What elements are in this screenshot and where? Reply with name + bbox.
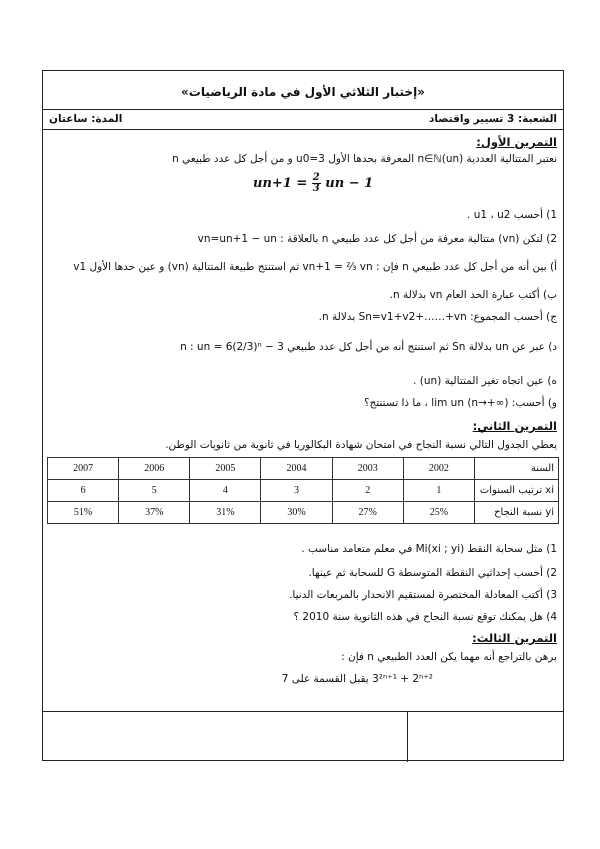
ex1-recurrence-formula: [253, 173, 373, 194]
ex1-qc: ج) أحسب المجموع: Sn=v1+v2+……+vn بدلالة n.: [318, 311, 557, 323]
exam-page: [42, 70, 564, 761]
row-label: السنة: [475, 458, 559, 480]
table-cell: 2005: [190, 458, 261, 480]
ex3-line1: برهن بالتراجع أنه مهما يكن العدد الطبيعي n فإن :: [341, 651, 557, 663]
table-row: [48, 502, 559, 524]
ex1-intro: نعتبر المتتالية العددية (un)n∈ℕ المعرفة بحدها الأول u0=3 و من أجل كل عدد طبيعي n: [172, 153, 557, 165]
footer-divider: [407, 712, 408, 762]
table-cell: 5: [119, 480, 190, 502]
ex1-qe: ه) عين اتجاه تغير المتتالية (un) .: [413, 375, 557, 387]
ex1-heading: التمرين الأول:: [476, 135, 557, 149]
table-cell: 2006: [119, 458, 190, 480]
table-cell: 30%: [261, 502, 332, 524]
table-row: [48, 458, 559, 480]
table-cell: 27%: [332, 502, 403, 524]
table-cell: 2004: [261, 458, 332, 480]
ex2-intro: يعطي الجدول التالي نسبة النجاح في امتحان شهادة البكالوريا في ثانوية من ثانويات الوطن.: [165, 439, 557, 451]
table-cell: 2: [332, 480, 403, 502]
exam-title: «إختبار الثلاثي الأول في مادة الرياضيات»: [181, 85, 425, 99]
table-cell: 51%: [48, 502, 119, 524]
table-cell: 2002: [403, 458, 474, 480]
ex1-q1: 1) أحسب u1 ، u2 .: [467, 209, 557, 221]
title-divider: [43, 109, 563, 110]
table-cell: 37%: [119, 502, 190, 524]
fraction-denominator: 3: [312, 183, 320, 194]
table-cell: 25%: [403, 502, 474, 524]
ex2-q4: 4) هل يمكنك توقع نسبة النجاح في هذه الثانوية سنة 2010 ؟: [293, 611, 557, 623]
row-label: نسبة النجاح yi: [475, 502, 559, 524]
ex3-heading: التمرين الثالث:: [472, 631, 557, 645]
formula-lhs: un+1 =: [253, 176, 308, 191]
table-cell: 4: [190, 480, 261, 502]
ex2-q2: 2) أحسب إحداثيي النقطة المتوسطة G للسحابة ثم عينها.: [308, 567, 557, 579]
success-rate-table: [47, 457, 559, 524]
table-row: [48, 480, 559, 502]
table-cell: 6: [48, 480, 119, 502]
branch-label: الشعبة: 3 تسيير واقتصاد: [429, 113, 557, 125]
formula-fraction: [312, 173, 321, 194]
ex1-qb: ب) أكتب عبارة الحد العام vn بدلالة n.: [389, 289, 557, 301]
ex1-qd: د) عبر عن un بدلالة Sn ثم استنتج أنه من أجل كل عدد طبيعي n : un = 6(2/3)ⁿ − 3: [180, 341, 557, 353]
table-cell: 1: [403, 480, 474, 502]
table-cell: 3: [261, 480, 332, 502]
ex1-q2: 2) لتكن (vn) متتالية معرفة من أجل كل عدد طبيعي n بالعلاقة : vn=un+1 − un: [197, 233, 557, 245]
table-cell: 2003: [332, 458, 403, 480]
duration-label: المدة: ساعتان: [49, 113, 123, 125]
table-cell: 2007: [48, 458, 119, 480]
fraction-numerator: 2: [312, 172, 320, 183]
ex1-qa: أ) بين أنه من أجل كل عدد طبيعي n فإن : vn+1 = ⅔ vn ثم استنتج طبيعة المتتالية (vn) و عين حدها الأول v1: [73, 261, 557, 273]
header-divider: [43, 129, 563, 130]
ex2-heading: التمرين الثاني:: [472, 419, 557, 433]
formula-rhs: un − 1: [325, 176, 374, 191]
ex2-q1: 1) مثل سحابة النقط Mi(xi ; yi) في معلم متعامد مناسب .: [301, 543, 557, 555]
ex1-qf: و) أحسب: lim un (n→+∞) ، ما ذا تستنتج؟: [363, 397, 557, 409]
row-label: ترتيب السنوات xi: [475, 480, 559, 502]
table-cell: 31%: [190, 502, 261, 524]
footer-box: [43, 711, 563, 762]
ex2-q3: 3) أكتب المعادلة المختصرة لمستقيم الانحدار بالمربعات الدنيا.: [289, 589, 557, 601]
ex3-line2: 3²ⁿ⁺¹ + 2ⁿ⁺² يقبل القسمة على 7: [281, 673, 433, 685]
